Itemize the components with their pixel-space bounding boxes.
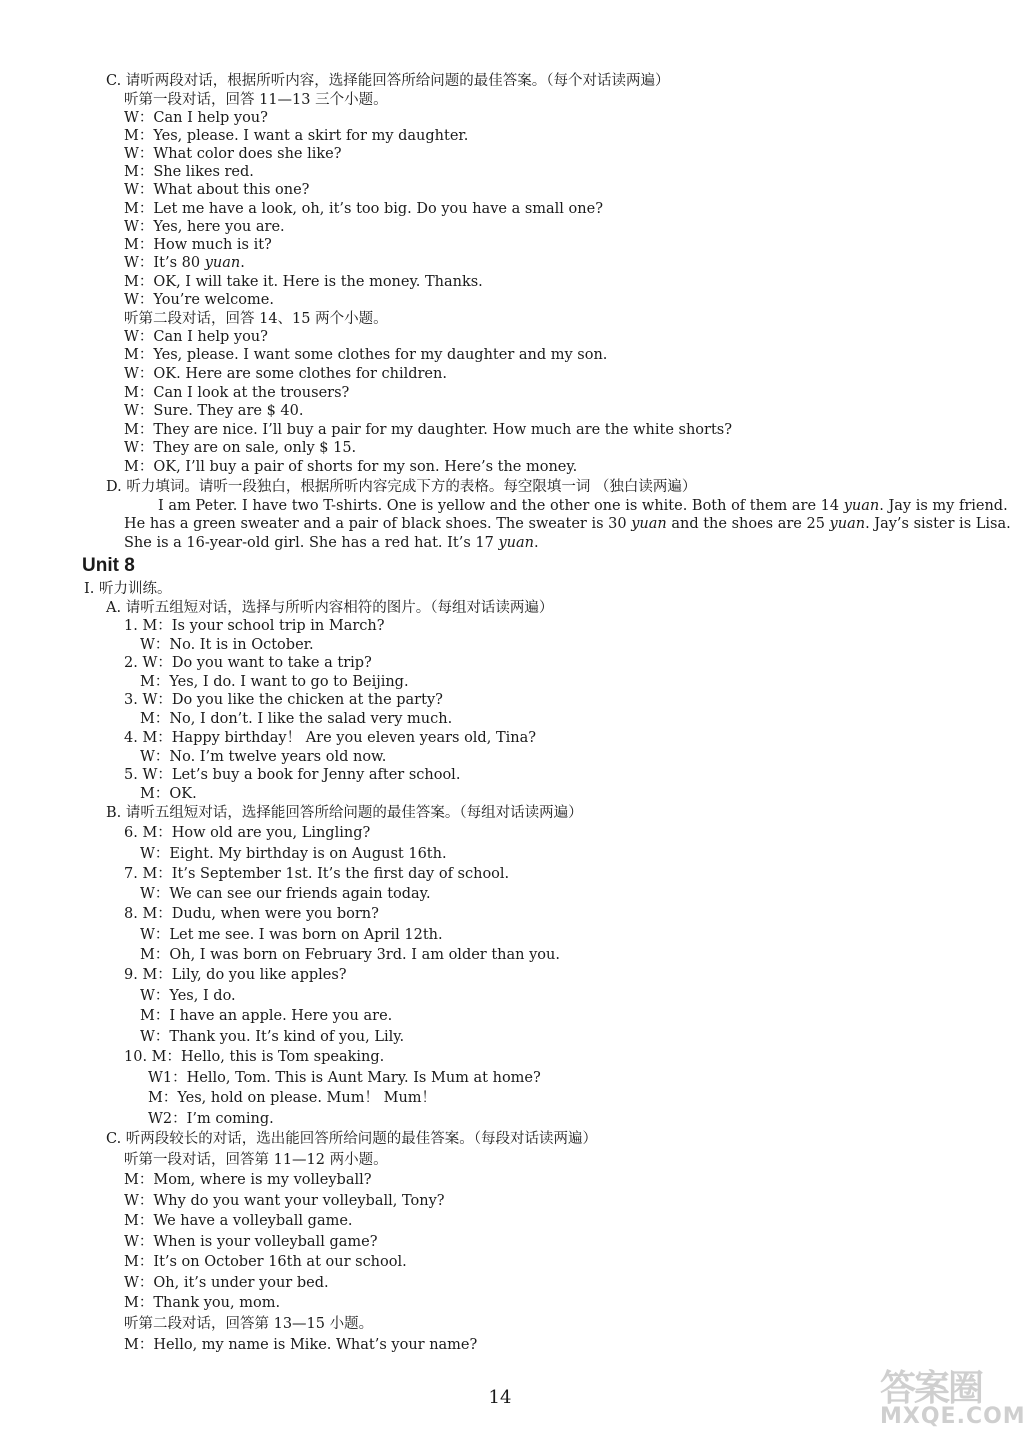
dialog-line: M：Oh, I was born on February 3rd. I am older than you. bbox=[140, 947, 560, 963]
dialog-line: M：Yes, please. I want some clothes for my daughter and my son. bbox=[124, 347, 608, 363]
dialog-line: M：She likes red. bbox=[124, 164, 254, 180]
dialog-line: W：Why do you want your volleyball, Tony? bbox=[124, 1193, 445, 1209]
watermark-text: 答案圈 bbox=[880, 1368, 983, 1409]
dialog-line: M：Let me have a look, oh, it’s too big. Do you have a small one? bbox=[124, 201, 603, 217]
dialog-line: M：It’s on October 16th at our school. bbox=[124, 1254, 407, 1270]
dialog-line: M：We have a volleyball game. bbox=[124, 1213, 353, 1229]
dialog-line: W：No. It is in October. bbox=[140, 637, 314, 653]
part-heading: Ⅰ. 听力训练。 bbox=[84, 581, 172, 597]
dialog-line: 3. W：Do you like the chicken at the party? bbox=[124, 692, 443, 708]
dialog-line: W：Thank you. It’s kind of you, Lily. bbox=[140, 1029, 405, 1045]
dialog-line: M：They are nice. I’ll buy a pair for my daughter. How much are the white shorts? bbox=[124, 422, 733, 438]
section-c-heading: C. 请听两段对话，根据所听内容，选择能回答所给问题的最佳答案。（每个对话读两遍） bbox=[106, 73, 670, 89]
section-c-sub2: 听第二段对话，回答第 13—15 小题。 bbox=[124, 1316, 374, 1332]
dialog-line: M：OK, I will take it. Here is the money. Thanks. bbox=[124, 274, 483, 290]
dialog-line: W：What color does she like? bbox=[124, 146, 342, 162]
dialog-line: M：Mom, where is my volleyball? bbox=[124, 1172, 372, 1188]
section-c-sub2: 听第二段对话，回答 14、15 两个小题。 bbox=[124, 311, 388, 327]
unit-title: Unit 8 bbox=[82, 555, 135, 576]
dialog-line: 9. M：Lily, do you like apples? bbox=[124, 967, 347, 983]
dialog-line: W：Let me see. I was born on April 12th. bbox=[140, 927, 443, 943]
dialog-line: W：No. I’m twelve years old now. bbox=[140, 749, 387, 765]
dialog-line: W：Eight. My birthday is on August 16th. bbox=[140, 846, 447, 862]
dialog-line: M：Yes, please. I want a skirt for my daughter. bbox=[124, 128, 469, 144]
dialog-line: 2. W：Do you want to take a trip? bbox=[124, 655, 372, 671]
dialog-line: 10. M：Hello, this is Tom speaking. bbox=[124, 1049, 385, 1065]
dialog-line: W：We can see our friends again today. bbox=[140, 886, 431, 902]
dialog-line: 6. M：How old are you, Lingling? bbox=[124, 825, 371, 841]
dialog-line: 5. W：Let’s buy a book for Jenny after school. bbox=[124, 767, 461, 783]
dialog-line: W：OK. Here are some clothes for children. bbox=[124, 366, 447, 382]
section-c-heading: C. 听两段较长的对话，选出能回答所给问题的最佳答案。（每段对话读两遍） bbox=[106, 1131, 598, 1147]
monologue-line: He has a green sweater and a pair of black shoes. The sweater is 30 yuan and the shoes are 25 yuan. Jay’s sister is Lisa. bbox=[124, 516, 1011, 532]
dialog-line: W：Can I help you? bbox=[124, 329, 268, 345]
dialog-line: W：Yes, I do. bbox=[140, 988, 236, 1004]
dialog-line: M：No, I don’t. I like the salad very much. bbox=[140, 711, 453, 727]
dialog-line: W：You’re welcome. bbox=[124, 292, 274, 308]
section-a-heading: A. 请听五组短对话，选择与所听内容相符的图片。（每组对话读两遍） bbox=[106, 600, 554, 616]
dialog-line: M：OK. bbox=[140, 786, 197, 802]
section-c-sub1: 听第一段对话，回答 11—13 三个小题。 bbox=[124, 92, 388, 108]
dialog-line: 1. M：Is your school trip in March? bbox=[124, 618, 385, 634]
dialog-line: M：Can I look at the trousers? bbox=[124, 385, 350, 401]
dialog-line: W：It’s 80 yuan. bbox=[124, 255, 245, 271]
dialog-line: W：Oh, it’s under your bed. bbox=[124, 1275, 329, 1291]
section-c-sub1: 听第一段对话，回答第 11—12 两小题。 bbox=[124, 1152, 388, 1168]
dialog-line: 4. M：Happy birthday！ Are you eleven years old, Tina? bbox=[124, 730, 537, 746]
dialog-line: M：Hello, my name is Mike. What’s your name? bbox=[124, 1337, 478, 1353]
dialog-line: W：Can I help you? bbox=[124, 110, 268, 126]
dialog-line: W2：I’m coming. bbox=[148, 1111, 274, 1127]
dialog-line: M：Thank you, mom. bbox=[124, 1295, 281, 1311]
section-b-heading: B. 请听五组短对话，选择能回答所给问题的最佳答案。（每组对话读两遍） bbox=[106, 805, 583, 821]
dialog-line: W：Yes, here you are. bbox=[124, 219, 285, 235]
dialog-line: M：Yes, I do. I want to go to Beijing. bbox=[140, 674, 409, 690]
monologue-line: I am Peter. I have two T-shirts. One is yellow and the other one is white. Both of them are 14 yuan. Jay is my friend. bbox=[158, 498, 1008, 514]
dialog-line: W：Sure. They are $ 40. bbox=[124, 403, 304, 419]
dialog-line: W：When is your volleyball game? bbox=[124, 1234, 378, 1250]
dialog-line: 7. M：It’s September 1st. It’s the first day of school. bbox=[124, 866, 510, 882]
dialog-line: W1：Hello, Tom. This is Aunt Mary. Is Mum at home? bbox=[148, 1070, 541, 1086]
dialog-line: M：How much is it? bbox=[124, 237, 272, 253]
dialog-line: M：Yes, hold on please. Mum！ Mum！ bbox=[148, 1090, 437, 1106]
dialog-line: W：What about this one? bbox=[124, 182, 310, 198]
monologue-line: She is a 16-year-old girl. She has a red hat. It’s 17 yuan. bbox=[124, 535, 539, 551]
section-d-heading: D. 听力填词。请听一段独白，根据所听内容完成下方的表格。每空限填一词 （独白读两遍） bbox=[106, 479, 697, 495]
dialog-line: 8. M：Dudu, when were you born? bbox=[124, 906, 379, 922]
dialog-line: M：I have an apple. Here you are. bbox=[140, 1008, 393, 1024]
dialog-line: W：They are on sale, only $ 15. bbox=[124, 440, 357, 456]
dialog-line: M：OK, I’ll buy a pair of shorts for my son. Here’s the money. bbox=[124, 459, 578, 475]
page-number: 14 bbox=[488, 1387, 512, 1408]
watermark-url: MXQE.COM bbox=[880, 1404, 1026, 1429]
